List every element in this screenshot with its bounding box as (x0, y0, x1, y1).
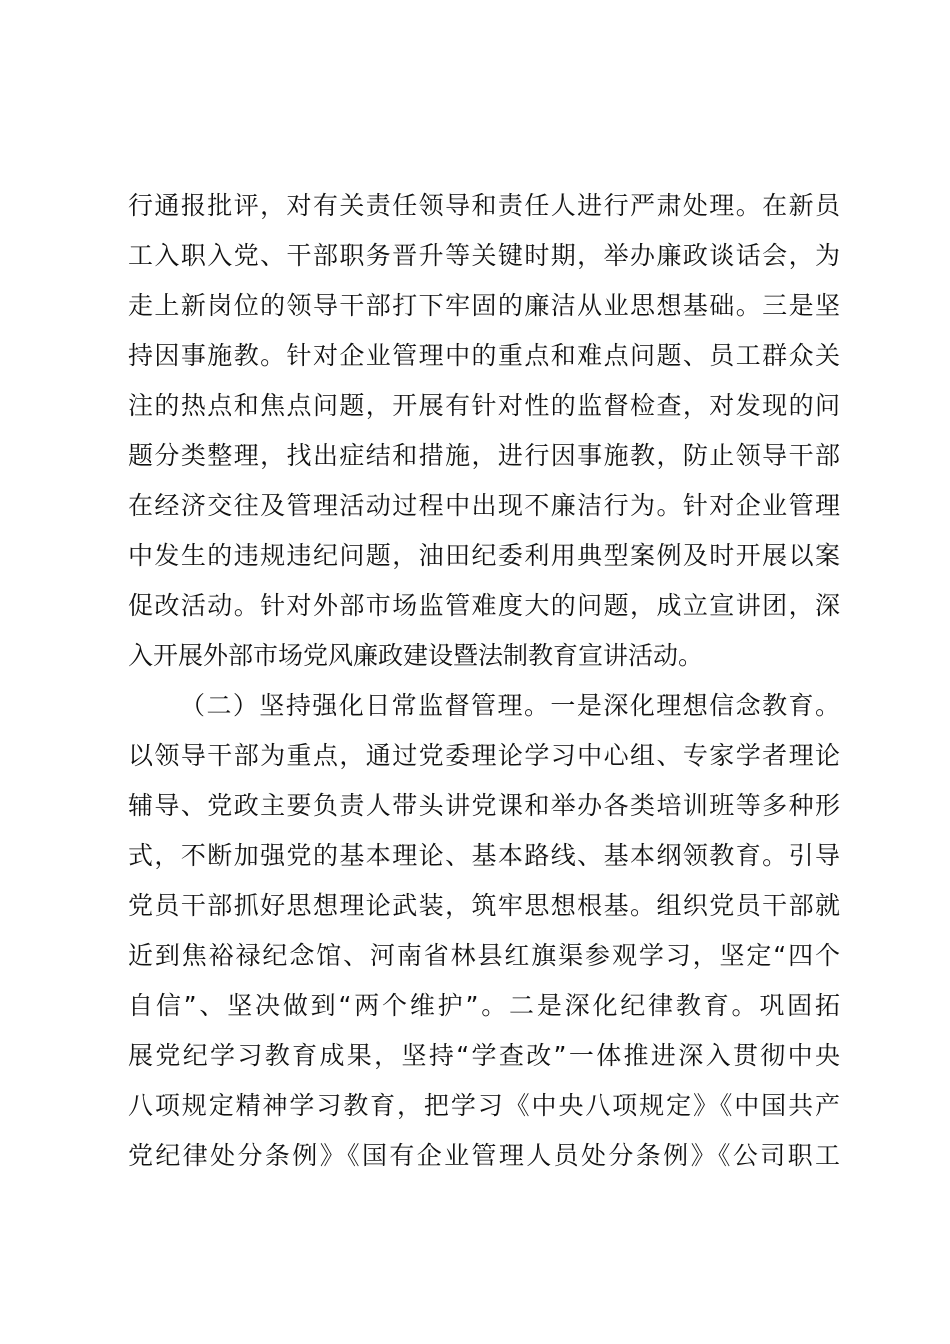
body-text-line: 展党纪学习教育成果，坚持“学查改”一体推进深入贯彻中央 (128, 1041, 840, 1070)
body-text-line: 题分类整理，找出症结和措施，进行因事施教，防止领导干部 (128, 441, 840, 470)
body-text-line: 在经济交往及管理活动过程中出现不廉洁行为。针对企业管理 (128, 491, 840, 520)
section-heading-line: （二）坚持强化日常监督管理。一是深化理想信念教育。 (180, 691, 840, 720)
body-text-line: 注的热点和焦点问题，开展有针对性的监督检查，对发现的问 (128, 391, 840, 420)
body-text-line: 自信”、坚决做到“两个维护”。二是深化纪律教育。巩固拓 (128, 991, 840, 1020)
body-text-line: 党员干部抓好思想理论武装，筑牢思想根基。组织党员干部就 (128, 891, 840, 920)
body-text-line: 式，不断加强党的基本理论、基本路线、基本纲领教育。引导 (128, 841, 840, 870)
body-text-line: 八项规定精神学习教育，把学习《中央八项规定》《中国共产 (128, 1091, 840, 1120)
body-text-line: 行通报批评，对有关责任领导和责任人进行严肃处理。在新员 (128, 191, 840, 220)
body-text-line: 辅导、党政主要负责人带头讲党课和举办各类培训班等多种形 (128, 791, 840, 820)
body-text-line: 促改活动。针对外部市场监管难度大的问题，成立宣讲团，深 (128, 591, 840, 620)
body-text-line: 以领导干部为重点，通过党委理论学习中心组、专家学者理论 (128, 741, 840, 770)
body-text-line: 中发生的违规违纪问题，油田纪委利用典型案例及时开展以案 (128, 541, 840, 570)
body-text-line: 持因事施教。针对企业管理中的重点和难点问题、员工群众关 (128, 341, 840, 370)
body-text-line: 党纪律处分条例》《国有企业管理人员处分条例》《公司职工 (128, 1141, 840, 1170)
body-text-line: 近到焦裕禄纪念馆、河南省林县红旗渠参观学习，坚定“四个 (128, 941, 840, 970)
body-text-line: 走上新岗位的领导干部打下牢固的廉洁从业思想基础。三是坚 (128, 291, 840, 320)
body-text-line: 工入职入党、干部职务晋升等关键时期，举办廉政谈话会，为 (128, 241, 840, 270)
paragraph-end-line: 入开展外部市场党风廉政建设暨法制教育宣讲活动。 (128, 641, 704, 670)
